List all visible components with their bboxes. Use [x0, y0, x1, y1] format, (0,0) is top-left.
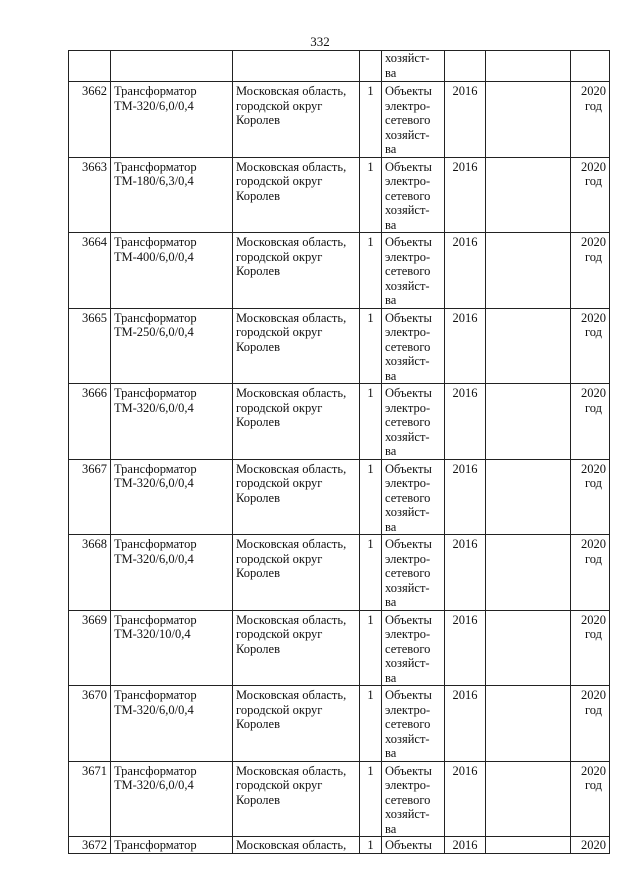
table-row: [69, 761, 610, 837]
cell-category-text: Объекты электро- сетевого хозяйст- ва: [385, 537, 432, 609]
cell-num: [69, 761, 111, 837]
cell-end-text: 2020 год: [581, 84, 606, 113]
cell-category-text: Объекты электро- сетевого хозяйст- ва: [385, 386, 432, 458]
cell-end-text: 2020 год: [581, 235, 606, 264]
cell-year-text: 2016: [452, 688, 478, 702]
cell-category: [382, 308, 445, 384]
cell-category-text: Объекты электро- сетевого хозяйст- ва: [385, 688, 432, 760]
cell-end-text: 2020 год: [581, 461, 606, 490]
cell-num-text: 3665: [82, 310, 107, 325]
cell-qty-text: 1: [367, 159, 374, 174]
cell-category: [382, 459, 445, 535]
cell-num: [69, 308, 111, 384]
cell-category: [382, 82, 445, 158]
cell-num: [69, 686, 111, 762]
cell-name-text: Трансформатор ТМ-320/6,0/0,4: [114, 763, 197, 792]
cell-name: [111, 233, 233, 309]
cell-location-text: Московская область, городской округ Королев: [236, 537, 347, 580]
cell-end: [571, 157, 610, 233]
cell-year: [445, 233, 486, 309]
cell-end-text: 2020 год: [581, 386, 606, 415]
cell-name: [111, 610, 233, 686]
table-row: [69, 686, 610, 762]
cell-category-text: Объекты электро- сетевого хозяйст- ва: [385, 159, 432, 232]
cell-qty-text: 1: [367, 838, 374, 852]
cell-num-text: 3666: [82, 386, 107, 400]
table-row: [69, 384, 610, 460]
cell-extra: [486, 610, 571, 686]
cell-category: [382, 610, 445, 686]
cell-num: [69, 384, 111, 460]
cell-qty-text: 1: [367, 688, 374, 702]
table-row: [69, 535, 610, 611]
cell-location: [233, 535, 360, 611]
cell-extra: [486, 535, 571, 611]
cell-qty: [360, 157, 382, 233]
cell-year: [445, 157, 486, 233]
cell-extra: [486, 686, 571, 762]
cell-qty-text: 1: [367, 84, 374, 98]
cell-location-text: Московская область, городской округ Королев: [236, 310, 347, 354]
cell-name-text: Трансформатор ТМ-400/6,0/0,4: [114, 235, 197, 264]
cell-category-text: Объекты электро- сетевого хозяйст- ва: [385, 612, 432, 685]
cell-end-text: 2020 год: [581, 159, 606, 188]
cell-location-text: Московская область, городской округ Королев: [236, 235, 347, 278]
cell-name: [111, 535, 233, 611]
cell-extra: [486, 384, 571, 460]
cell-year: [445, 384, 486, 460]
table-row: [69, 157, 610, 233]
cell-qty: [360, 761, 382, 837]
cell-name-text: Трансформатор ТМ-320/6,0/0,4: [114, 84, 197, 113]
cell-name-text: Трансформатор ТМ-320/10/0,4: [114, 612, 197, 641]
cell-num-text: 3662: [82, 84, 107, 98]
cell-name: [111, 384, 233, 460]
cell-num: [69, 837, 111, 854]
cell-num: [69, 459, 111, 535]
cell-qty-text: 1: [367, 763, 374, 778]
cell-qty: [360, 384, 382, 460]
cell-year: [445, 308, 486, 384]
cell-year: [445, 686, 486, 762]
cell-name: [111, 51, 233, 82]
cell-year-text: 2016: [452, 159, 478, 174]
cell-year: [445, 535, 486, 611]
cell-qty: [360, 686, 382, 762]
cell-end: [571, 761, 610, 837]
cell-year-text: 2016: [452, 763, 478, 778]
page-number: 332: [310, 34, 330, 49]
table-row: [69, 233, 610, 309]
cell-category: [382, 535, 445, 611]
cell-location-text: Московская область,: [236, 838, 347, 852]
cell-year-text: 2016: [452, 838, 478, 852]
cell-location: [233, 761, 360, 837]
table-row: [69, 459, 610, 535]
cell-qty: [360, 837, 382, 854]
cell-location: [233, 610, 360, 686]
cell-num-text: 3663: [82, 159, 107, 174]
cell-num-text: 3672: [82, 838, 107, 852]
cell-num-text: 3664: [82, 235, 107, 249]
cell-location: [233, 233, 360, 309]
cell-name-text: Трансформатор ТМ-320/6,0/0,4: [114, 537, 197, 566]
cell-end: [571, 610, 610, 686]
cell-end-text: 2020 год: [581, 612, 606, 641]
cell-location: [233, 384, 360, 460]
cell-location-text: Московская область, городской округ Королев: [236, 612, 347, 656]
cell-year: [445, 761, 486, 837]
cell-name: [111, 761, 233, 837]
cell-name: [111, 308, 233, 384]
cell-end-text: 2020 год: [581, 688, 606, 717]
cell-end: [571, 459, 610, 535]
cell-num-text: 3667: [82, 461, 107, 476]
cell-category: хозяйст- ва: [382, 51, 445, 82]
cell-num: [69, 82, 111, 158]
cell-qty: [360, 535, 382, 611]
cell-name: [111, 157, 233, 233]
cell-category-text: Объекты электро- сетевого хозяйст- ва: [385, 310, 432, 383]
cell-category: [382, 686, 445, 762]
cell-num-text: 3671: [82, 763, 107, 778]
cell-end: [571, 233, 610, 309]
cell-year: [445, 610, 486, 686]
table-row: [69, 308, 610, 384]
cell-name: [111, 686, 233, 762]
cell-category-text: Объекты: [385, 838, 432, 852]
cell-year-text: 2016: [452, 386, 478, 400]
cell-category-text: Объекты электро- сетевого хозяйст- ва: [385, 461, 432, 534]
cell-name: [111, 459, 233, 535]
cell-year-text: 2016: [452, 84, 478, 98]
cell-category: [382, 761, 445, 837]
cell-qty: [360, 51, 382, 82]
table-row-partial: [69, 837, 610, 854]
cell-extra: [486, 51, 571, 82]
cell-end: [571, 837, 610, 854]
cell-extra: [486, 459, 571, 535]
cell-end-text: 2020 год: [581, 310, 606, 339]
cell-category-text: Объекты электро- сетевого хозяйст- ва: [385, 235, 432, 307]
cell-num: [69, 51, 111, 82]
cell-end-text: 2020 год: [581, 763, 606, 792]
table-row: [69, 82, 610, 158]
cell-category: [382, 384, 445, 460]
cell-year-text: 2016: [452, 461, 478, 476]
cell-location: [233, 51, 360, 82]
cell-name-text: Трансформатор ТМ-180/6,3/0,4: [114, 159, 197, 188]
cell-year: [445, 459, 486, 535]
cell-location-text: Московская область, городской округ Королев: [236, 386, 347, 429]
cell-num: [69, 157, 111, 233]
cell-location-text: Московская область, городской округ Королев: [236, 159, 347, 203]
cell-location: [233, 308, 360, 384]
cell-name-text: Трансформатор ТМ-320/6,0/0,4: [114, 688, 197, 717]
cell-location: [233, 157, 360, 233]
cell-qty-text: 1: [367, 310, 374, 325]
cell-name-text: Трансформатор ТМ-320/6,0/0,4: [114, 461, 197, 490]
cell-qty: [360, 308, 382, 384]
cell-num: [69, 610, 111, 686]
cell-end: [571, 384, 610, 460]
cell-category-text: Объекты электро- сетевого хозяйст- ва: [385, 84, 432, 156]
cell-extra: [486, 82, 571, 158]
cell-year-text: 2016: [452, 537, 478, 551]
cell-end: [571, 686, 610, 762]
cell-category: [382, 233, 445, 309]
cell-location-text: Московская область, городской округ Королев: [236, 688, 347, 731]
cell-end-text: 2020 год: [581, 537, 606, 566]
cell-location: [233, 82, 360, 158]
cell-location: [233, 459, 360, 535]
cell-extra: [486, 308, 571, 384]
cell-name-text: Трансформатор: [114, 838, 197, 852]
cell-num-text: 3669: [82, 612, 107, 627]
cell-qty: [360, 233, 382, 309]
cell-name-text: Трансформатор ТМ-320/6,0/0,4: [114, 386, 197, 415]
cell-location: [233, 686, 360, 762]
cell-location: [233, 837, 360, 854]
carry-over-row: [69, 51, 610, 82]
cell-category: [382, 157, 445, 233]
cell-end: [571, 82, 610, 158]
registry-table: [68, 50, 610, 854]
cell-name-text: Трансформатор ТМ-250/6,0/0,4: [114, 310, 197, 339]
cell-qty-text: 1: [367, 612, 374, 627]
cell-num: [69, 535, 111, 611]
cell-num-text: 3668: [82, 537, 107, 551]
cell-location-text: Московская область, городской округ Королев: [236, 763, 347, 807]
cell-extra: [486, 157, 571, 233]
cell-qty-text: 1: [367, 386, 374, 400]
cell-year: [445, 82, 486, 158]
cell-location-text: Московская область, городской округ Королев: [236, 84, 347, 127]
cell-year: [445, 51, 486, 82]
cell-end-text: 2020: [581, 838, 606, 852]
cell-category: [382, 837, 445, 854]
cell-num: [69, 233, 111, 309]
cell-qty: [360, 82, 382, 158]
table-row: [69, 610, 610, 686]
cell-year-text: 2016: [452, 310, 478, 325]
cell-year-text: 2016: [452, 612, 478, 627]
cell-qty-text: 1: [367, 461, 374, 476]
cell-extra: [486, 761, 571, 837]
cell-location-text: Московская область, городской округ Королев: [236, 461, 347, 505]
cell-end: [571, 51, 610, 82]
cell-end: [571, 308, 610, 384]
table-body: [69, 51, 610, 854]
cell-qty: [360, 459, 382, 535]
cell-extra: [486, 233, 571, 309]
cell-year-text: 2016: [452, 235, 478, 249]
cell-num-text: 3670: [82, 688, 107, 702]
cell-name: [111, 82, 233, 158]
cell-qty-text: 1: [367, 235, 374, 249]
cell-qty: [360, 610, 382, 686]
cell-category-text: Объекты электро- сетевого хозяйст- ва: [385, 763, 432, 836]
cell-year: [445, 837, 486, 854]
cell-end: [571, 535, 610, 611]
cell-qty-text: 1: [367, 537, 374, 551]
cell-name: [111, 837, 233, 854]
cell-extra: [486, 837, 571, 854]
